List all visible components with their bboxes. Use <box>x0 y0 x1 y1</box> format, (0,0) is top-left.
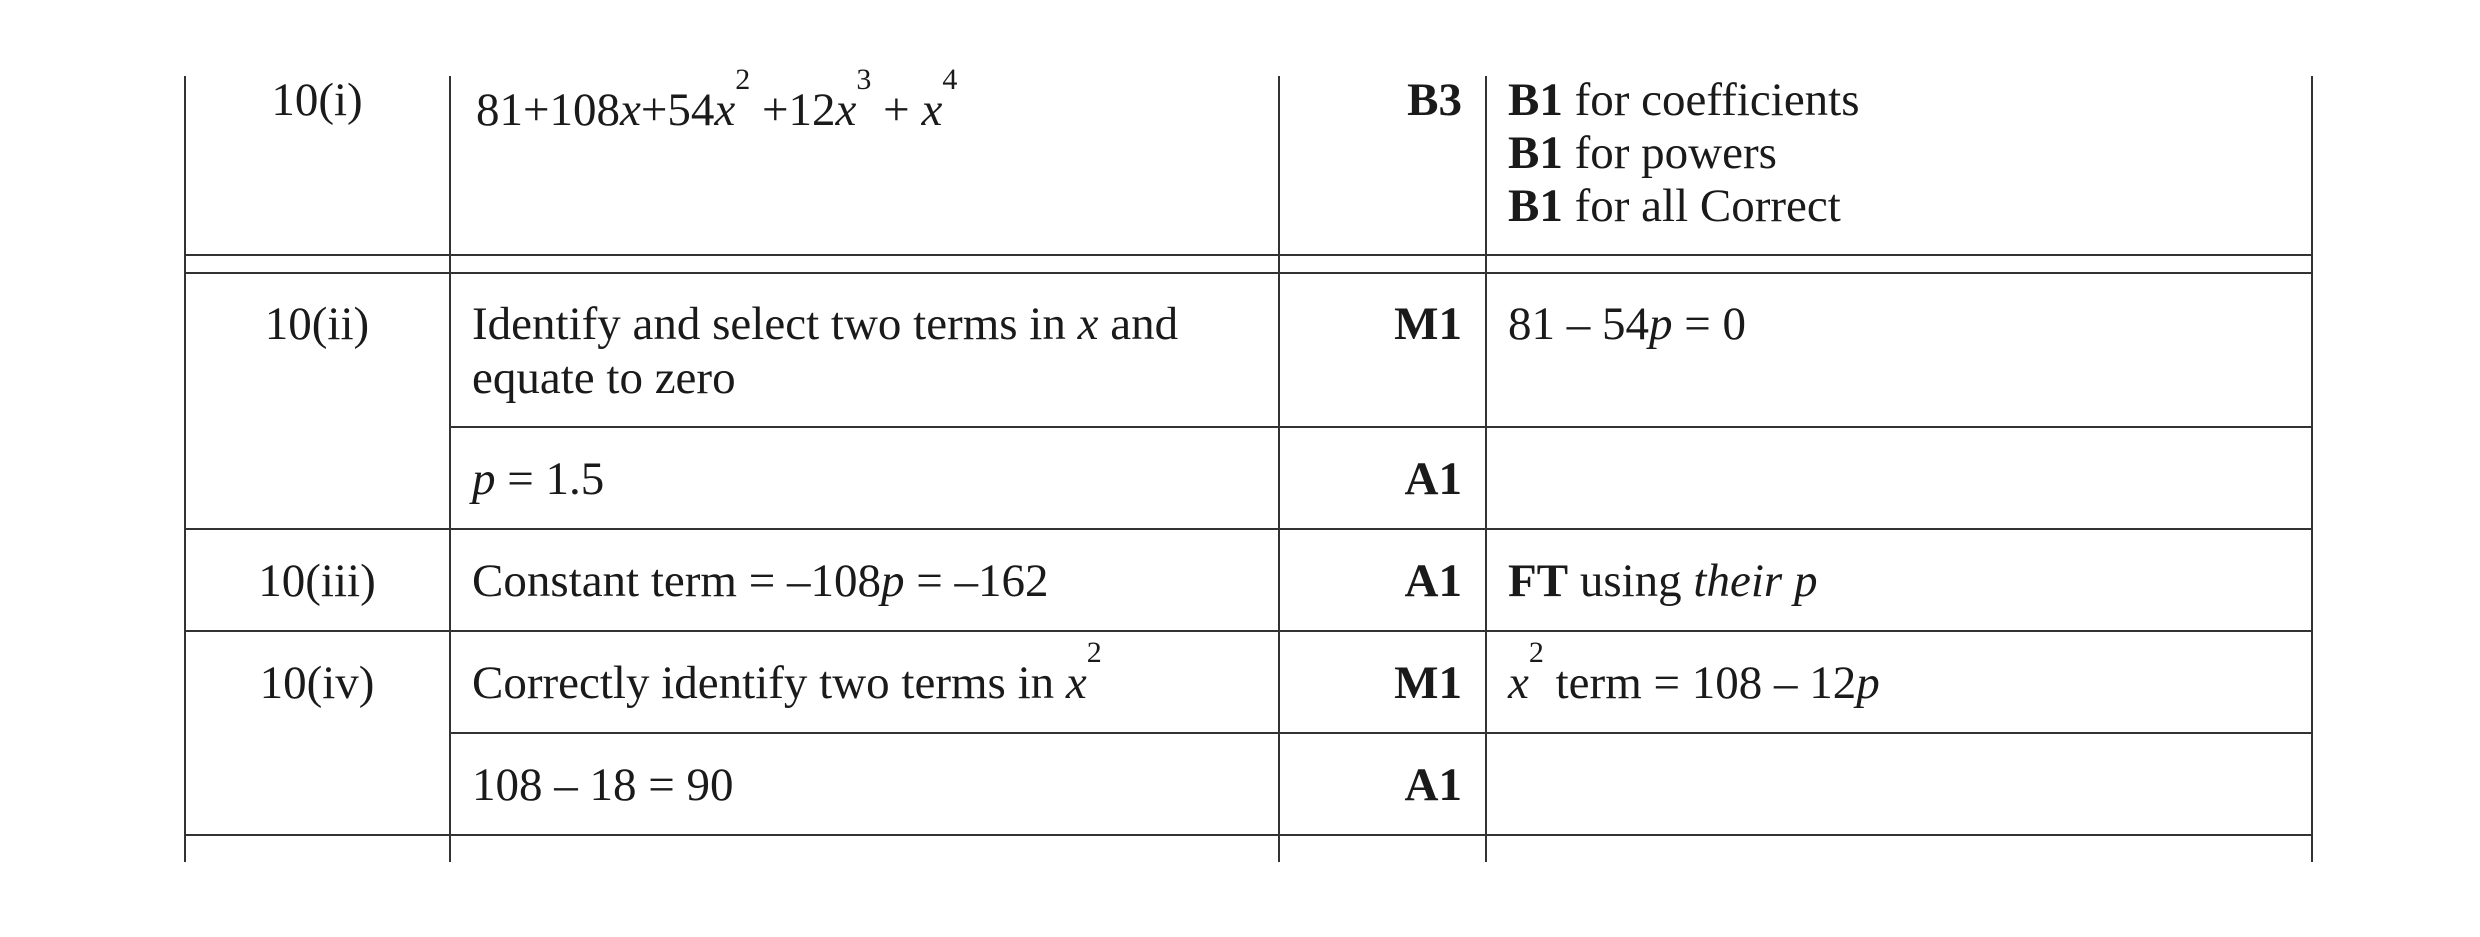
row-divider <box>449 426 2313 428</box>
answer-text: Identify and select two terms in x and <box>472 298 1179 350</box>
mark-code: M1 <box>1394 298 1462 350</box>
row-divider <box>184 528 2313 530</box>
table-border-right <box>2311 76 2313 862</box>
guidance-line: B1 for powers <box>1508 127 1777 179</box>
mark-code: A1 <box>1404 555 1462 607</box>
table-border-left <box>184 76 186 862</box>
guidance-line: B1 for coefficients <box>1508 74 1860 126</box>
mark-code: M1 <box>1394 657 1462 709</box>
row-divider <box>184 834 2313 836</box>
guidance-text: 81 – 54p = 0 <box>1508 298 1747 350</box>
answer-expression: $81+108x+54x^2 +12x^3 + x^4$ <box>476 63 958 136</box>
question-number: 10(i) <box>271 74 363 126</box>
column-divider <box>449 76 451 862</box>
row-divider <box>449 732 2313 734</box>
column-divider <box>1485 76 1487 862</box>
answer-text: equate to zero <box>472 352 736 404</box>
row-divider <box>184 630 2313 632</box>
answer-text: p = 1.5 <box>472 453 605 505</box>
mark-code: A1 <box>1404 759 1462 811</box>
question-number: 10(iii) <box>258 555 376 607</box>
mark-code: B3 <box>1407 74 1462 126</box>
row-divider <box>184 254 2313 256</box>
question-number: 10(iv) <box>259 657 375 709</box>
answer-text: 108 – 18 = 90 <box>472 759 734 811</box>
answer-text: Constant term = –108p = –162 <box>472 555 1049 607</box>
guidance-text: FT using their p <box>1508 555 1818 607</box>
answer-text: Correctly identify two terms in $x^2$ <box>472 636 1102 709</box>
guidance-text: $x^2$ term = 108 – 12p <box>1508 636 1880 709</box>
guidance-line: B1 for all Correct <box>1508 180 1841 232</box>
question-number: 10(ii) <box>264 298 370 350</box>
row-divider <box>184 272 2313 274</box>
mark-code: A1 <box>1404 453 1462 505</box>
